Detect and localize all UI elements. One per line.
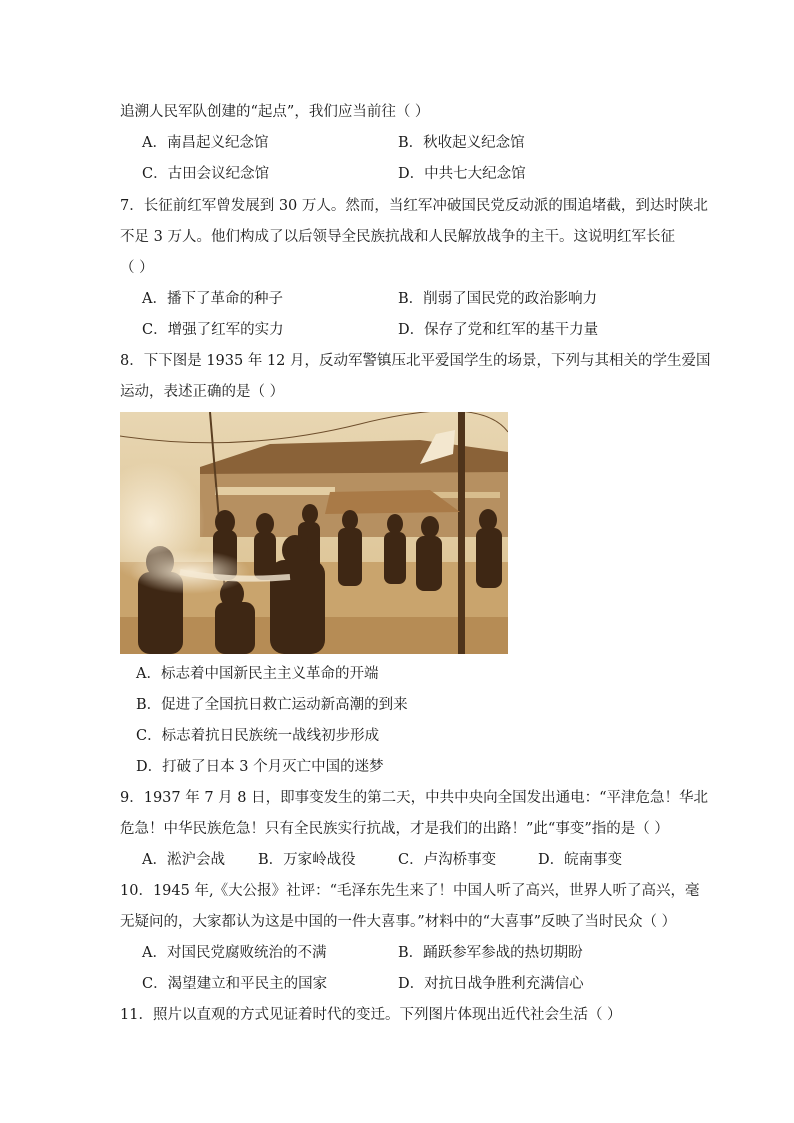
q7-stem-line1: 7．长征前红军曾发展到 30 万人。然而，当红军冲破国民党反动派的围追堵截，到达时陕北	[120, 198, 708, 214]
q8-option-a: A．标志着中国新民主主义革命的开端	[136, 666, 379, 682]
q6-option-b: B．秋收起义纪念馆	[398, 135, 525, 151]
q9-option-b: B．万家岭战役	[258, 852, 356, 868]
historical-photo	[120, 412, 508, 654]
q8-stem-line2: 运动，表述正确的是（ ）	[120, 384, 285, 400]
q10-option-c: C．渴望建立和平民主的国家	[142, 976, 328, 992]
q10-option-b: B．踊跃参军参战的热切期盼	[398, 945, 583, 961]
q10-option-d: D．对抗日战争胜利充满信心	[398, 976, 584, 992]
q6-stem-tail: 追溯人民军队创建的“起点”，我们应当前往（ ）	[120, 104, 430, 120]
q8-stem-line1: 8．下下图是 1935 年 12 月，反动军警镇压北平爱国学生的场景，下列与其相关的学生爱国	[120, 353, 711, 369]
q7-stem-line2: 不足 3 万人。他们构成了以后领导全民族抗战和人民解放战争的主干。这说明红军长征	[120, 229, 675, 245]
q6-option-d: D．中共七大纪念馆	[398, 166, 526, 182]
q8-option-d: D．打破了日本 3 个月灭亡中国的迷梦	[136, 759, 384, 775]
q6-option-c: C．古田会议纪念馆	[142, 166, 270, 182]
q10-stem-line2: 无疑问的，大家都认为这是中国的一件大喜事。”材料中的“大喜事”反映了当时民众（ ）	[120, 914, 677, 930]
q8-option-b: B．促进了全国抗日救亡运动新高潮的到来	[136, 697, 408, 713]
q10-option-a: A．对国民党腐败统治的不满	[142, 945, 327, 961]
q10-stem-line1: 10．1945 年,《大公报》社评：“毛泽东先生来了！中国人听了高兴，世界人听了高兴，毫	[120, 883, 700, 899]
q7-option-b: B．削弱了国民党的政治影响力	[398, 291, 598, 307]
q7-stem-line3: （ ）	[120, 260, 154, 276]
q9-option-a: A．淞沪会战	[142, 852, 225, 868]
q9-option-c: C．卢沟桥事变	[398, 852, 497, 868]
q6-option-a: A．南昌起义纪念馆	[142, 135, 269, 151]
q9-option-d: D．皖南事变	[538, 852, 623, 868]
q9-stem-line1: 9．1937 年 7 月 8 日，即事变发生的第二天，中共中央向全国发出通电：“平津危急！华北	[120, 790, 709, 806]
q9-stem-line2: 危急！中华民族危急！只有全民族实行抗战，才是我们的出路！”此“事变”指的是（ ）	[120, 821, 669, 837]
q8-option-c: C．标志着抗日民族统一战线初步形成	[136, 728, 380, 744]
q7-option-c: C．增强了红军的实力	[142, 322, 284, 338]
q7-option-a: A．播下了革命的种子	[142, 291, 283, 307]
q11-stem-line1: 11．照片以直观的方式见证着时代的变迁。下列图片体现出近代社会生活（ ）	[120, 1007, 622, 1023]
q7-option-d: D．保存了党和红军的基干力量	[398, 322, 599, 338]
